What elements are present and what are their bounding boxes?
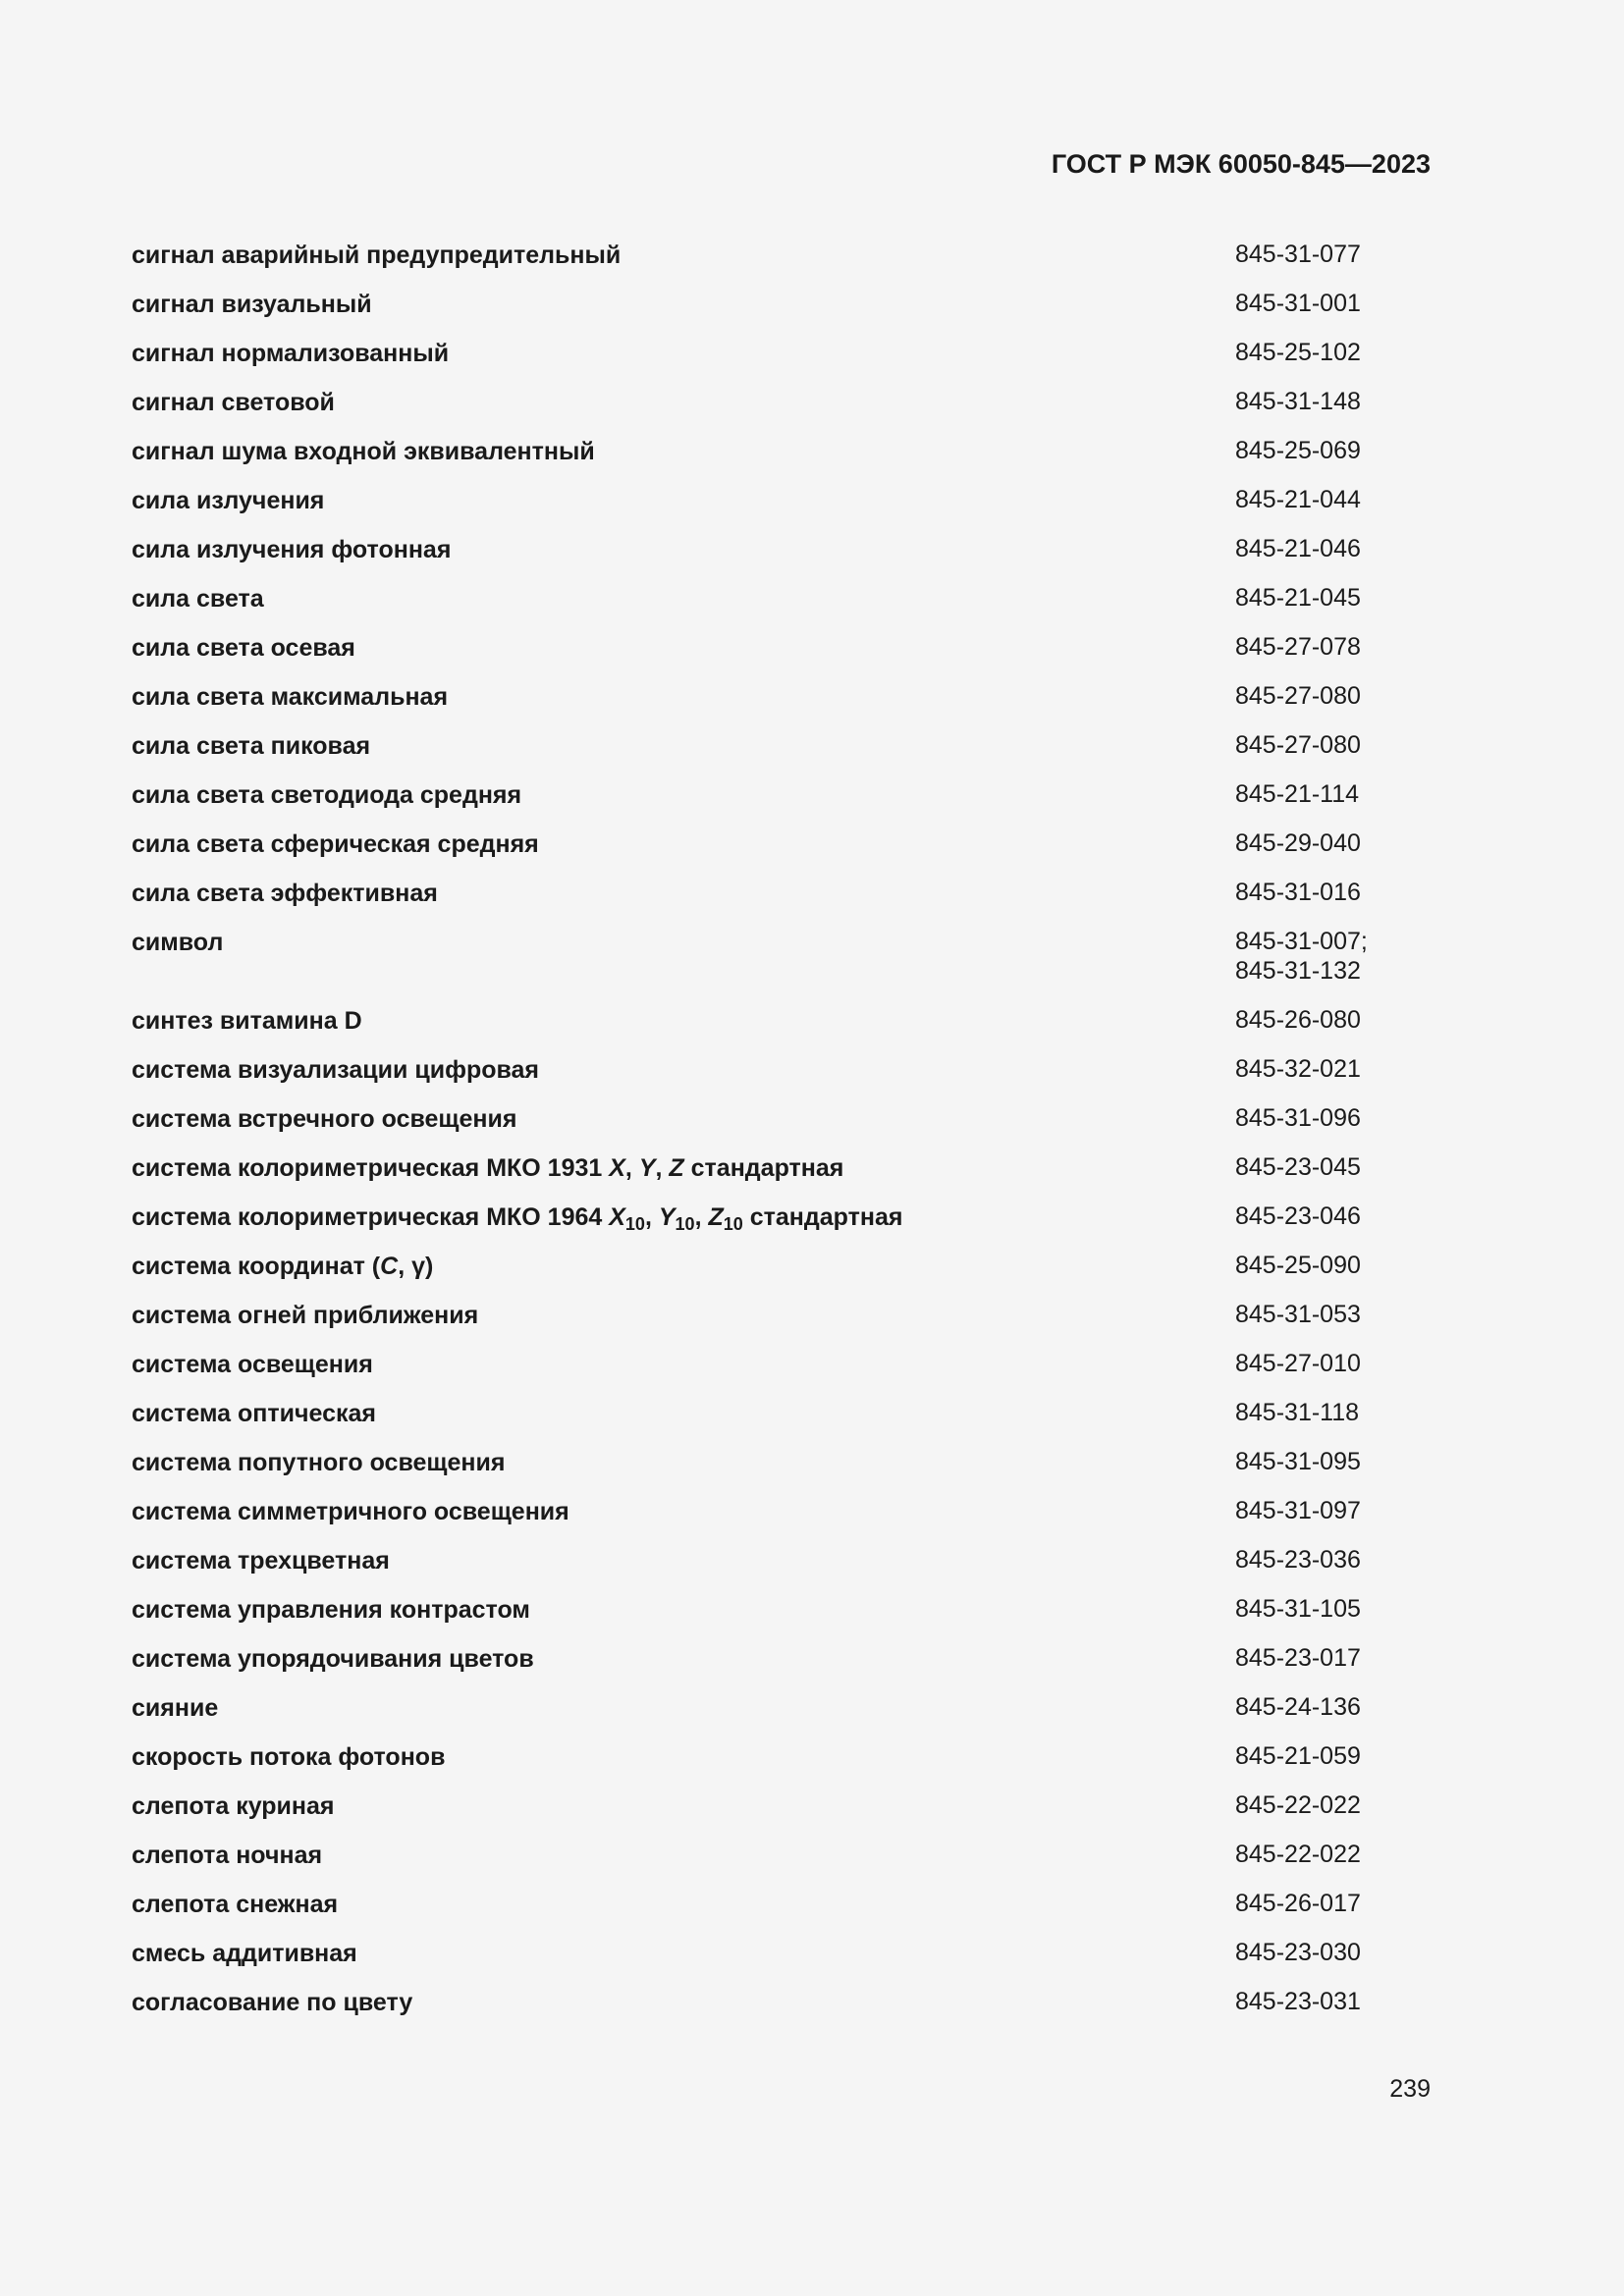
entry-code: 845-24-136 [1235,1693,1361,1721]
entry-code: 845-31-118 [1235,1399,1360,1426]
symbol-gamma: γ [411,1253,426,1280]
entry-code: 845-25-090 [1235,1252,1361,1279]
symbol-c: C [380,1253,399,1280]
entry-term: система попутного освещения [132,1449,506,1476]
entry-term: сила света сферическая средняя [132,830,539,858]
entry-code: 845-27-078 [1235,633,1361,661]
entry-code-line: 845-31-007; [1235,928,1368,955]
index-entry [132,1643,1431,1692]
index-entry [132,289,1431,338]
entry-term: символ [132,929,224,956]
index-entry [132,828,1431,878]
entry-term [132,1251,433,1282]
term-text: ) [425,1253,434,1280]
entry-code: 845-31-001 [1235,290,1361,317]
entry-code: 845-31-095 [1235,1448,1361,1475]
entry-code: 845-31-077 [1235,240,1361,268]
entry-code: 845-27-080 [1235,682,1361,710]
entry-code: 845-23-036 [1235,1546,1361,1574]
entry-term: система трехцветная [132,1547,390,1575]
index-entry [132,1103,1431,1152]
entry-term: сила света пиковая [132,732,371,760]
index-entry [132,779,1431,828]
index-entry [132,1741,1431,1790]
entry-code: 845-31-105 [1235,1595,1361,1623]
entry-term: система управления контрастом [132,1596,530,1624]
index-entry [132,1840,1431,1889]
entry-code: 845-23-031 [1235,1988,1361,2015]
symbol-x: X [609,1154,625,1182]
index-entry [132,927,1431,1005]
entry-code: 845-21-059 [1235,1742,1361,1770]
entry-code: 845-21-114 [1235,780,1360,808]
index-entry [132,1201,1431,1251]
entry-term: слепота ночная [132,1842,323,1869]
index-entry [132,1447,1431,1496]
index-entry [132,1692,1431,1741]
entry-code: 845-27-080 [1235,731,1361,759]
entry-code: 845-31-016 [1235,879,1361,906]
entry-term [132,1201,902,1233]
entry-code: 845-26-017 [1235,1890,1361,1917]
symbol-x: X [609,1203,625,1231]
entry-term: слепота куриная [132,1792,335,1820]
entry-code: 845-31-097 [1235,1497,1361,1524]
term-separator: , [644,1203,659,1231]
entry-term: сила излучения фотонная [132,536,452,563]
term-separator: , [655,1154,670,1182]
index-entry [132,1300,1431,1349]
entry-code: 845-22-022 [1235,1791,1361,1819]
entry-code: 845-23-045 [1235,1153,1361,1181]
entry-term: сигнал шума входной эквивалентный [132,438,595,465]
index-entry [132,1938,1431,1987]
subscript: 10 [675,1214,695,1234]
index-entry [132,1251,1431,1300]
entry-term: сияние [132,1694,219,1722]
index-entry [132,1005,1431,1054]
term-text: стандартная [683,1154,844,1182]
index-entry [132,1054,1431,1103]
entry-code: 845-31-053 [1235,1301,1361,1328]
symbol-y: Y [658,1203,676,1231]
entry-code: 845-25-069 [1235,437,1361,464]
entry-code: 845-25-102 [1235,339,1361,366]
entry-term: система оптическая [132,1400,376,1427]
page-number: 239 [1389,2075,1431,2103]
document-header: ГОСТ Р МЭК 60050-845—2023 [1051,149,1431,179]
index-entry [132,1349,1431,1398]
index-entry [132,1398,1431,1447]
index-entry [132,1152,1431,1201]
entry-term: сила света [132,585,264,613]
entry-term: сила света светодиода средняя [132,781,522,809]
index-entry [132,1496,1431,1545]
entry-code: 845-22-022 [1235,1841,1361,1868]
entry-term: система освещения [132,1351,373,1378]
index-entry [132,583,1431,632]
index-entry [132,878,1431,927]
entry-term: согласование по цвету [132,1989,413,2016]
index-entry [132,534,1431,583]
term-index [132,240,1431,2036]
index-entry [132,387,1431,436]
entry-code: 845-23-030 [1235,1939,1361,1966]
index-entry [132,1790,1431,1840]
entry-code: 845-26-080 [1235,1006,1361,1034]
entry-code: 845-21-044 [1235,486,1361,513]
symbol-z: Z [669,1154,684,1182]
entry-term: смесь аддитивная [132,1940,357,1967]
entry-code: 845-31-096 [1235,1104,1361,1132]
index-entry [132,1594,1431,1643]
index-entry [132,436,1431,485]
entry-term: сила света максимальная [132,683,449,711]
index-entry [132,240,1431,289]
symbol-z: Z [708,1203,724,1231]
index-entry [132,632,1431,681]
entry-code-line: 845-31-132 [1235,957,1361,985]
entry-code [1235,927,1368,986]
symbol-y: Y [638,1154,656,1182]
entry-term: синтез витамина D [132,1007,362,1035]
index-entry [132,338,1431,387]
entry-term: система встречного освещения [132,1105,517,1133]
term-separator: , [694,1203,709,1231]
term-separator: , [398,1253,412,1280]
entry-code: 845-27-010 [1235,1350,1361,1377]
term-text: система колориметрическая МКО 1964 [132,1203,610,1231]
entry-term: система упорядочивания цветов [132,1645,534,1673]
entry-code: 845-29-040 [1235,829,1361,857]
entry-term: слепота снежная [132,1891,339,1918]
term-text: система колориметрическая МКО 1931 [132,1154,610,1182]
subscript: 10 [624,1214,645,1234]
index-entry [132,1987,1431,2036]
entry-term: система визуализации цифровая [132,1056,540,1084]
entry-term: система огней приближения [132,1302,479,1329]
index-entry [132,730,1431,779]
term-text: стандартная [742,1203,903,1231]
term-separator: , [624,1154,639,1182]
subscript: 10 [723,1214,743,1234]
entry-term: сила света осевая [132,634,355,662]
entry-code: 845-23-017 [1235,1644,1361,1672]
entry-code: 845-23-046 [1235,1202,1361,1230]
entry-term: сигнал аварийный предупредительный [132,241,622,269]
entry-term: система симметричного освещения [132,1498,569,1525]
entry-term: сила излучения [132,487,325,514]
entry-term: сигнал световой [132,389,335,416]
entry-term: сила света эффективная [132,880,438,907]
term-text: система координат ( [132,1253,381,1280]
index-entry [132,485,1431,534]
entry-code: 845-21-045 [1235,584,1361,612]
entry-term [132,1152,843,1184]
entry-term: сигнал нормализованный [132,340,450,367]
index-entry [132,1545,1431,1594]
index-entry [132,681,1431,730]
entry-term: скорость потока фотонов [132,1743,446,1771]
entry-code: 845-31-148 [1235,388,1361,415]
entry-code: 845-32-021 [1235,1055,1361,1083]
index-entry [132,1889,1431,1938]
entry-code: 845-21-046 [1235,535,1361,562]
entry-term: сигнал визуальный [132,291,372,318]
